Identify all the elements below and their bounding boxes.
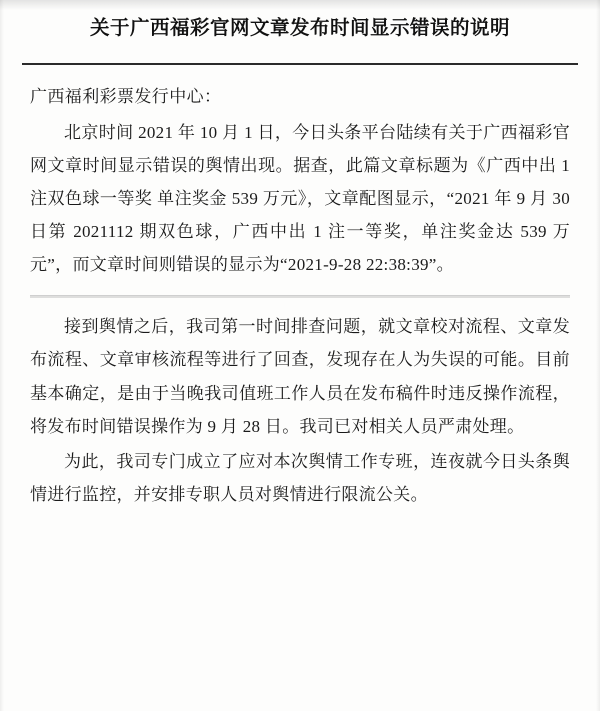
section-divider <box>30 295 570 304</box>
document-body <box>0 65 600 511</box>
page-title: 关于广西福彩官网文章发布时间显示错误的说明 <box>89 18 510 39</box>
paragraph-1: 北京时间 2021 年 10 月 1 日，今日头条平台陆续有关于广西福彩官网文章时间显示错误的舆情出现。据查，此篇文章标题为《广西中出 1 注双色球一等奖 单注奖金 539 万元》，文章配图显示，“2021 年 9 月 30 日第 2021112 期双色球，广西中出 1 注一等奖，单注奖金达 539 万元”，而文章时间则错误的显示为“2021-9-28 22:38:39”。 <box>30 122 570 275</box>
document-header <box>0 0 600 53</box>
paragraph-2: 接到舆情之后，我司第一时间排查问题，就文章校对流程、文章发布流程、文章审核流程等进行了回查，发现存在人为失误的可能。目前基本确定，是由于当晚我司值班工作人员在发布稿件时违反操作流程，将发布时间错误操作为 9 月 28 日。我司已对相关人员严肃处理。 <box>30 317 570 436</box>
salutation: 广西福利彩票发行中心： <box>30 87 222 107</box>
paragraph-3: 为此，我司专门成立了应对本次舆情工作专班，连夜就今日头条舆情进行监控，并安排专职人员对舆情进行限流公关。 <box>30 451 570 504</box>
